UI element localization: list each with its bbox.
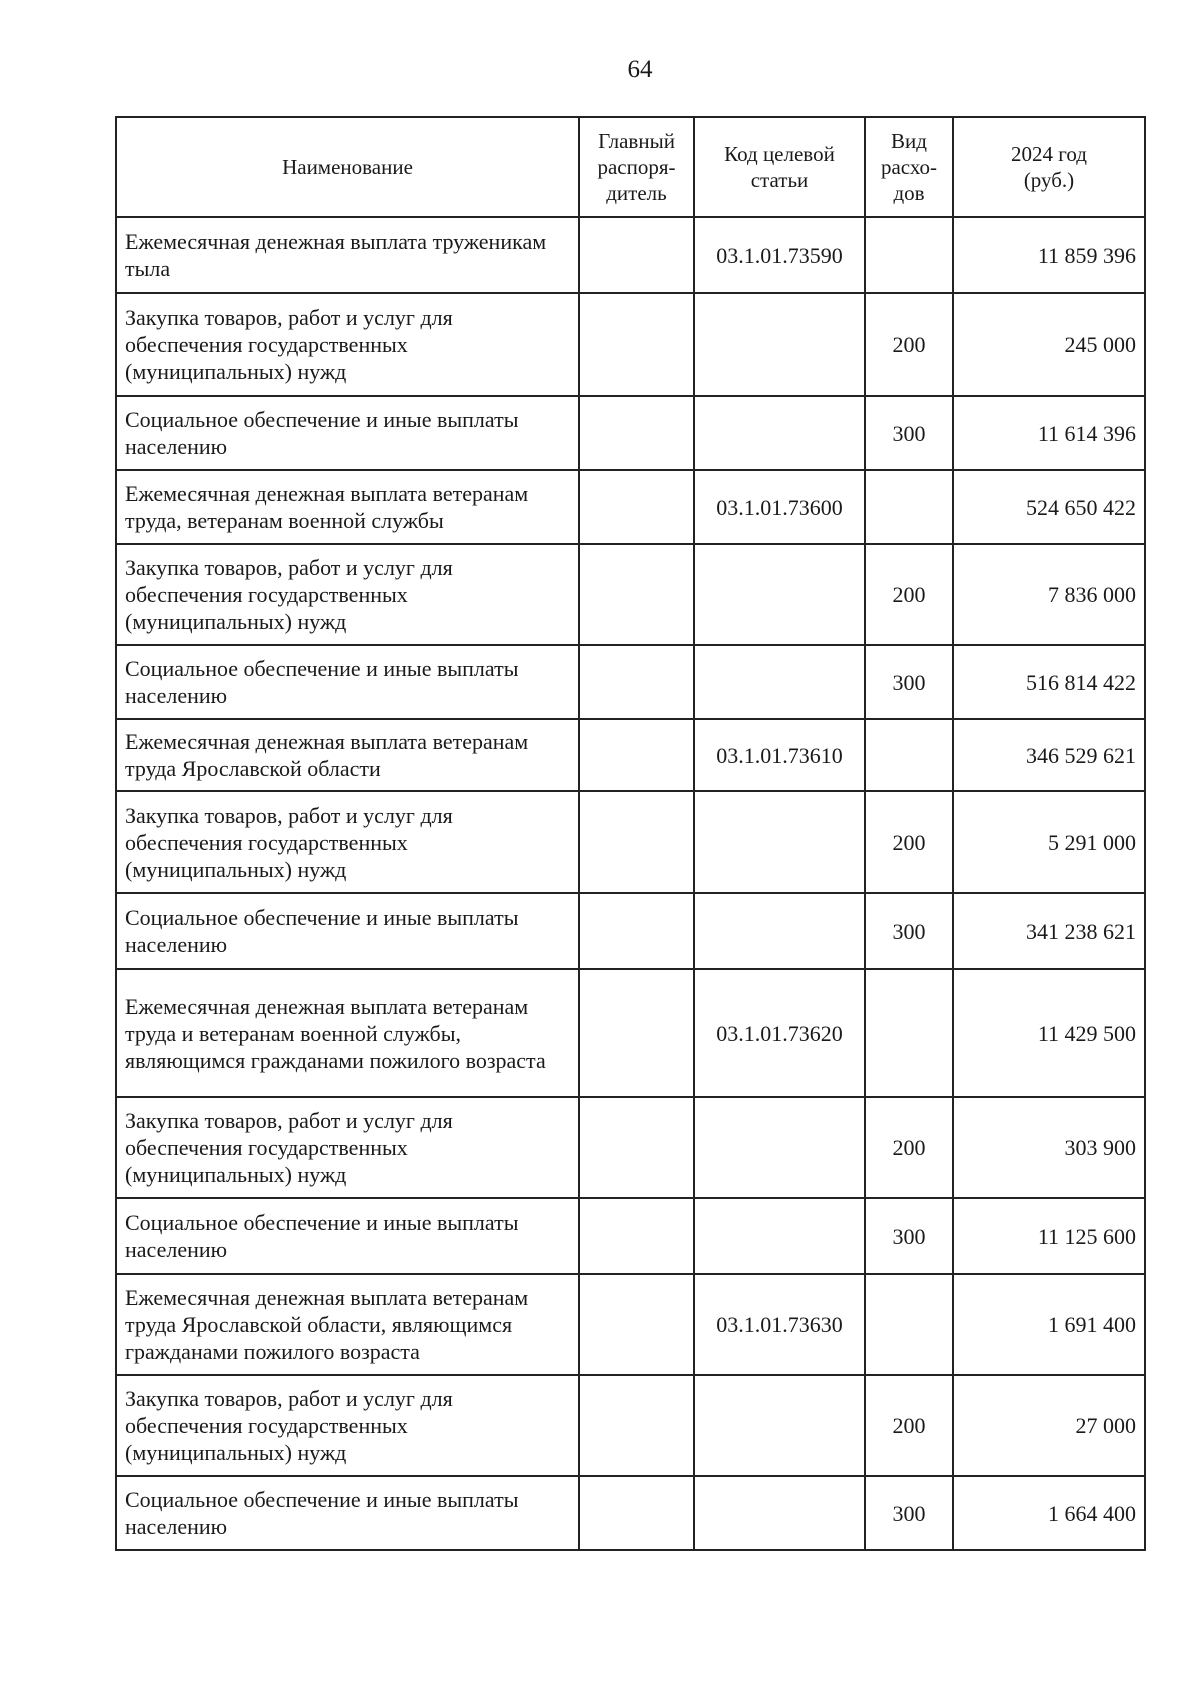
row-amount: 1 664 400 <box>953 1476 1145 1550</box>
row-manager <box>579 1375 694 1476</box>
row-kind <box>865 1274 953 1375</box>
row-kind: 300 <box>865 396 953 470</box>
row-kind: 200 <box>865 544 953 645</box>
row-kind <box>865 969 953 1097</box>
table-row <box>116 969 1145 1097</box>
table-row <box>116 719 1145 791</box>
header-manager: Главный распоря- дитель <box>579 117 694 217</box>
row-manager <box>579 645 694 719</box>
row-amount: 524 650 422 <box>953 470 1145 544</box>
row-name: Закупка товаров, работ и услуг для обеспечения государственных (муниципальных) нужд <box>116 293 579 396</box>
row-amount: 27 000 <box>953 1375 1145 1476</box>
table-row <box>116 1375 1145 1476</box>
row-manager <box>579 396 694 470</box>
row-manager <box>579 1476 694 1550</box>
row-kind: 300 <box>865 645 953 719</box>
row-name: Социальное обеспечение и иные выплаты населению <box>116 396 579 470</box>
table-row <box>116 1274 1145 1375</box>
row-amount: 341 238 621 <box>953 893 1145 969</box>
row-manager <box>579 470 694 544</box>
row-name: Ежемесячная денежная выплата ветеранам труда Ярославской области <box>116 719 579 791</box>
row-amount: 11 614 396 <box>953 396 1145 470</box>
table-row <box>116 470 1145 544</box>
row-kind: 200 <box>865 791 953 893</box>
row-code: 03.1.01.73630 <box>694 1274 865 1375</box>
row-amount: 346 529 621 <box>953 719 1145 791</box>
row-manager <box>579 791 694 893</box>
row-name: Ежемесячная денежная выплата ветеранам труда и ветеранам военной службы, являющимся гражданами пожилого возраста <box>116 969 579 1097</box>
row-name: Закупка товаров, работ и услуг для обеспечения государственных (муниципальных) нужд <box>116 544 579 645</box>
row-code <box>694 1476 865 1550</box>
row-kind: 200 <box>865 293 953 396</box>
table-header-row <box>116 117 1145 217</box>
row-name: Социальное обеспечение и иные выплаты населению <box>116 645 579 719</box>
row-kind: 200 <box>865 1097 953 1198</box>
row-kind <box>865 719 953 791</box>
row-kind: 300 <box>865 1476 953 1550</box>
row-code <box>694 893 865 969</box>
row-code <box>694 1198 865 1274</box>
row-amount: 7 836 000 <box>953 544 1145 645</box>
row-code: 03.1.01.73610 <box>694 719 865 791</box>
row-code: 03.1.01.73590 <box>694 217 865 293</box>
row-manager <box>579 893 694 969</box>
row-name: Закупка товаров, работ и услуг для обеспечения государственных (муниципальных) нужд <box>116 1375 579 1476</box>
row-code: 03.1.01.73600 <box>694 470 865 544</box>
table-row <box>116 217 1145 293</box>
row-name: Ежемесячная денежная выплата труженикам тыла <box>116 217 579 293</box>
row-code <box>694 544 865 645</box>
table-row <box>116 893 1145 969</box>
table-row <box>116 791 1145 893</box>
table-row <box>116 1198 1145 1274</box>
table-row <box>116 645 1145 719</box>
row-name: Социальное обеспечение и иные выплаты населению <box>116 1198 579 1274</box>
row-manager <box>579 1198 694 1274</box>
row-code <box>694 293 865 396</box>
row-amount: 11 429 500 <box>953 969 1145 1097</box>
table-row <box>116 1476 1145 1550</box>
table-row <box>116 396 1145 470</box>
header-kind: Вид расхо- дов <box>865 117 953 217</box>
row-manager <box>579 544 694 645</box>
row-name: Ежемесячная денежная выплата ветеранам труда, ветеранам военной службы <box>116 470 579 544</box>
budget-table <box>115 116 1146 1551</box>
header-amount: 2024 год (руб.) <box>953 117 1145 217</box>
row-manager <box>579 217 694 293</box>
row-code <box>694 645 865 719</box>
row-amount: 303 900 <box>953 1097 1145 1198</box>
table-row <box>116 1097 1145 1198</box>
header-name: Наименование <box>116 117 579 217</box>
row-amount: 516 814 422 <box>953 645 1145 719</box>
row-code <box>694 1097 865 1198</box>
row-code <box>694 791 865 893</box>
row-kind <box>865 217 953 293</box>
row-amount: 11 859 396 <box>953 217 1145 293</box>
row-kind: 300 <box>865 1198 953 1274</box>
row-amount: 245 000 <box>953 293 1145 396</box>
row-manager <box>579 293 694 396</box>
row-name: Социальное обеспечение и иные выплаты населению <box>116 1476 579 1550</box>
table-row <box>116 293 1145 396</box>
row-code <box>694 1375 865 1476</box>
row-manager <box>579 719 694 791</box>
row-kind: 200 <box>865 1375 953 1476</box>
row-amount: 1 691 400 <box>953 1274 1145 1375</box>
row-code <box>694 396 865 470</box>
row-manager <box>579 1274 694 1375</box>
row-code: 03.1.01.73620 <box>694 969 865 1097</box>
page-number: 64 <box>627 56 653 83</box>
row-name: Закупка товаров, работ и услуг для обеспечения государственных (муниципальных) нужд <box>116 1097 579 1198</box>
row-name: Ежемесячная денежная выплата ветеранам труда Ярославской области, являющимся гражданами пожилого возраста <box>116 1274 579 1375</box>
row-manager <box>579 1097 694 1198</box>
row-kind <box>865 470 953 544</box>
row-kind: 300 <box>865 893 953 969</box>
row-amount: 11 125 600 <box>953 1198 1145 1274</box>
row-name: Социальное обеспечение и иные выплаты населению <box>116 893 579 969</box>
row-manager <box>579 969 694 1097</box>
row-name: Закупка товаров, работ и услуг для обеспечения государственных (муниципальных) нужд <box>116 791 579 893</box>
row-amount: 5 291 000 <box>953 791 1145 893</box>
table-row <box>116 544 1145 645</box>
header-code: Код целевой статьи <box>694 117 865 217</box>
